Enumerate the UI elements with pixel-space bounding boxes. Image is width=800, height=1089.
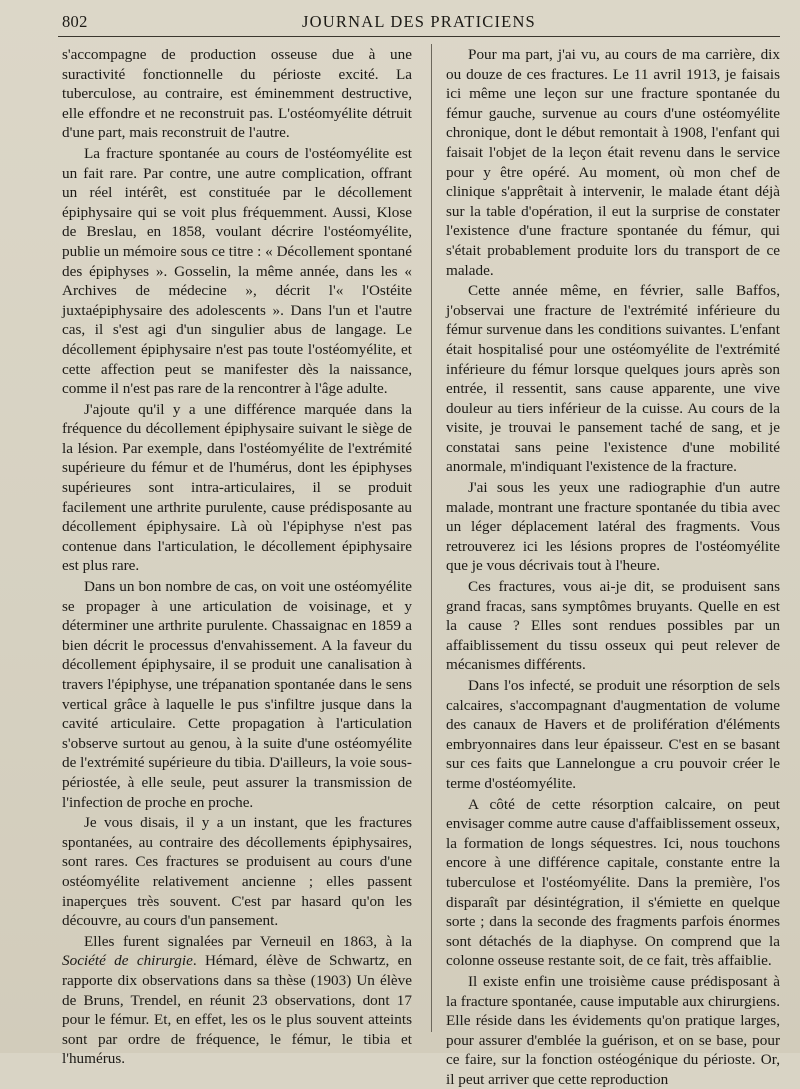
journal-name: Société de chirurgie: [62, 952, 193, 970]
page-header: [58, 12, 780, 38]
paragraph: Dans un bon nombre de cas, on voit une ostéomyélite se propager à une articulation de voisinage, et y déterminer une arthrite purulente. Chassaignac en 1859 a bien décrit le processus d'envahissement. A la faveur du décollement épiphysaire, il se produit une canalisation à travers l'épiphyse, une trépanation spontanée dans le sens vertical grâce à laquelle le pus s'infiltre jusque dans la cavité articulaire. Cette propagation à l'articulation s'observe surtout au genou, à la suite d'une ostéomyélite de l'extrémité supérieure du tibia. D'ailleurs, la voie sous-périostée, à elle seule, peut assurer la transmission de l'infection de proche en proche.: [62, 578, 412, 811]
page-number: 802: [62, 12, 88, 31]
paragraph: Ces fractures, vous ai-je dit, se produisent sans grand fracas, sans symptômes bruyants. Quelle en est la cause ? Elles sont rendues possibles par un affaiblissement du tissu osseux qui peut relever de mécanismes différents.: [446, 578, 780, 674]
left-column: [62, 45, 412, 1069]
paragraph: Je vous disais, il y a un instant, que les fractures spontanées, au contraire des décollements épiphysaires, sont rares. Ces fractures se produisent au cours d'une ostéomyélite relativement ancienne ; elles passent inaperçues très souvent. C'est par hasard qu'on les découvre, au cours d'un pansement.: [62, 814, 412, 930]
paragraph: J'ajoute qu'il y a une différence marquée dans la fréquence du décollement épiphysaire suivant le siège de la lésion. Par exemple, dans l'ostéomyélite de l'extrémité supérieure du fémur et de l'humérus, dont les épiphyses supérieures sont intra-articulaires, il se produit facilement une arthrite purulente, cause prédisposante au décollement épiphysaire. Là où l'épiphyse n'est pas contenue dans l'articulation, le décollement épiphysaire est plus rare.: [62, 400, 412, 575]
paragraph: Dans l'os infecté, se produit une résorption de sels calcaires, s'accompagnant d'augmentation de volume des canaux de Havers et de prolifération d'éléments embryonnaires dans leur épaisseur. C'est en se basant sur ces faits que Lannelongue a cru pouvoir créer le terme d'ostéomyélite.: [446, 677, 780, 792]
paragraph: J'ai sous les yeux une radiographie d'un autre malade, montrant une fracture spontanée du tibia avec un léger déplacement latéral des fragments. Vous retrouverez ici les lésions propres de l'ostéomyélite que je vous décrivais tout à l'heure.: [446, 479, 780, 575]
column-divider: [431, 44, 432, 1032]
paragraph: [62, 932, 412, 1069]
paragraph: Il existe enfin une troisième cause prédisposant à la fracture spontanée, cause imputable aux chirurgiens. Elle réside dans les évidements qu'on pratique larges, pour assurer d'emblée la guérison, et on se base, pour ce faire, sur la fonction ostéogénique du périoste. Or, il peut arriver que cette reproduction: [446, 972, 780, 1088]
paragraph: s'accompagne de production osseuse due à une suractivité fonctionnelle du périoste excité. La tuberculose, au contraire, est éminemment destructive, elle effondre et ne reconstruit pas. L'ostéomyélite détruit d'une part, mais reconstruit de l'autre.: [62, 46, 412, 142]
paragraph: A côté de cette résorption calcaire, on peut envisager comme autre cause d'affaiblissement osseux, la formation de longs séquestres. Ici, nous touchons encore à une différence capitale, constante entre la tuberculose et l'ostéomyélite. Dans la première, l'os disparaît par désintégration, il s'émiette en quelque sorte ; dans la seconde des fragments parfois énormes sont détachés de la diaphyse. On comprend que la colonne osseuse restante soit, de ce fait, très affaiblie.: [446, 795, 780, 970]
journal-title: JOURNAL DES PRATICIENS: [302, 12, 536, 31]
paragraph-text: Elles furent signalées par Verneuil en 1863, à la: [84, 932, 412, 950]
header-rule: [58, 36, 780, 37]
paragraph: Pour ma part, j'ai vu, au cours de ma carrière, dix ou douze de ces fractures. Le 11 avril 1913, je faisais ici même une leçon sur une fracture spontanée du fémur gauche, survenue au cours d'une ostéomyélite chronique, dont le début remontait à 1908, l'enfant qui faisait l'objet de la leçon était revenu dans le service pour y être opéré. Au moment, où mon chef de clinique s'apprêtait à intervenir, le malade étant déjà sur la table d'opération, il eut la surprise de constater l'existence d'une fracture spontanée du fémur, qui s'était probablement produite lors du transport de ce malade.: [446, 46, 780, 279]
right-column: [446, 45, 780, 1089]
paragraph: Cette année même, en février, salle Baffos, j'observai une fracture de l'extrémité inférieure du fémur survenue dans les conditions suivantes. L'enfant était hospitalisé pour une ostéomyélite de l'extrémité inférieure du fémur lorsque quelques jours après son entrée, il ressentit, sans cause apparente, une vive douleur au tiers inférieur de la cuisse. Au cours de la visite, je trouvai le pansement taché de sang, et je constatai sans peine l'existence d'une mobilité anormale, m'indiquant l'existence de la fracture.: [446, 282, 780, 476]
paragraph: La fracture spontanée au cours de l'ostéomyélite est un fait rare. Par contre, une autre complication, offrant un réel intérêt, est constituée par le décollement épiphysaire qui se voit plus fréquemment. Aussi, Klose de Breslau, en 1858, voulant décrire l'ostéomyélite, publie un mémoire sous ce titre : « Décollement spontané des épiphyses ». Gosselin, la même année, dans les « Archives de médecine », décrit l'« l'Ostéite juxtaépiphysaire des adolescents ». Dans l'un et l'autre cas, il s'est agi d'un singulier abus de langage. Le décollement épiphysaire n'est pas toute l'ostéomyélite, et cette affection peut se manifester dès la naissance, comme il n'est pas rare de la rencontrer à l'âge adulte.: [62, 144, 412, 398]
paragraph-text: . Hémard, élève de Schwartz, en rapporte dix observations dans sa thèse (1903) Un élève de Bruns, Trendel, en réunit 23 observations, dont 17 pour le fémur. Et, en effet, les os le plus souvent atteints sont par ordre de fréquence, le fémur, le tibia et l'humérus.: [62, 952, 412, 1068]
